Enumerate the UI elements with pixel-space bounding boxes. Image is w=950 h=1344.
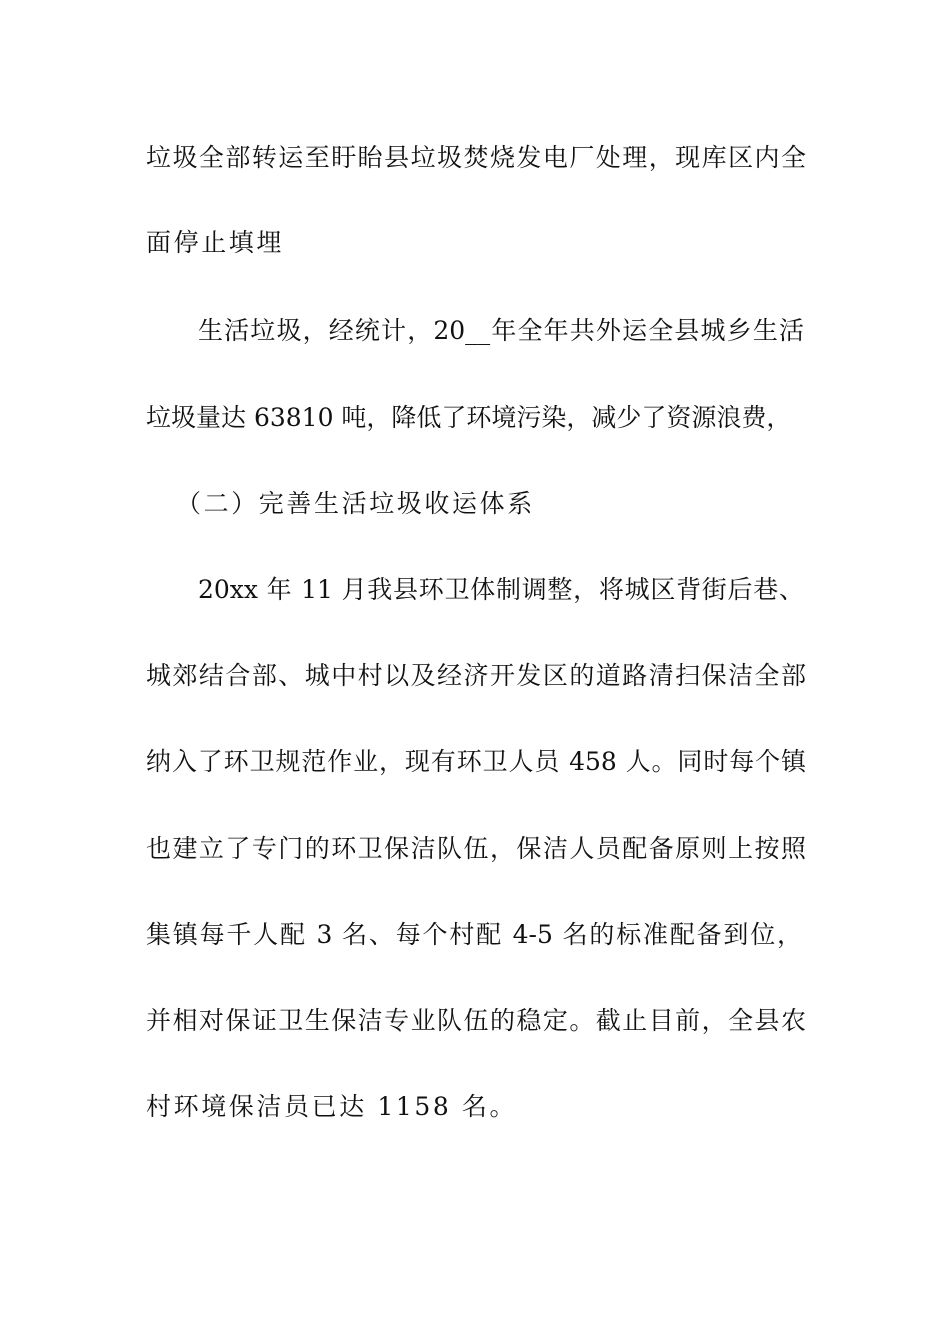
- text-line-4: 垃圾量达 63810 吨，降低了环境污染，减少了资源浪费，: [146, 403, 792, 432]
- text-line-2: 面停止填埋: [146, 228, 285, 257]
- text-line-8: 纳入了环卫规范作业，现有环卫人员 458 人。同时每个镇: [146, 747, 806, 776]
- text-line-9: 也建立了专门的环卫保洁队伍，保洁人员配备原则上按照: [146, 834, 806, 863]
- section-heading: （二）完善生活垃圾收运体系: [176, 489, 535, 518]
- text-line-6: 20xx 年 11 月我县环卫体制调整，将城区背街后巷、: [198, 575, 804, 604]
- text-line-3: 生活垃圾，经统计，20__年全年共外运全县城乡生活: [198, 316, 804, 345]
- text-line-1: 垃圾全部转运至盱眙县垃圾焚烧发电厂处理，现库区内全: [146, 143, 806, 172]
- text-line-10: 集镇每千人配 3 名、每个村配 4-5 名的标准配备到位，: [146, 920, 802, 949]
- text-line-12: 村环境保洁员已达 1158 名。: [146, 1092, 518, 1121]
- text-line-7: 城郊结合部、城中村以及经济开发区的道路清扫保洁全部: [146, 661, 806, 690]
- text-line-11: 并相对保证卫生保洁专业队伍的稳定。截止目前，全县农: [146, 1006, 806, 1035]
